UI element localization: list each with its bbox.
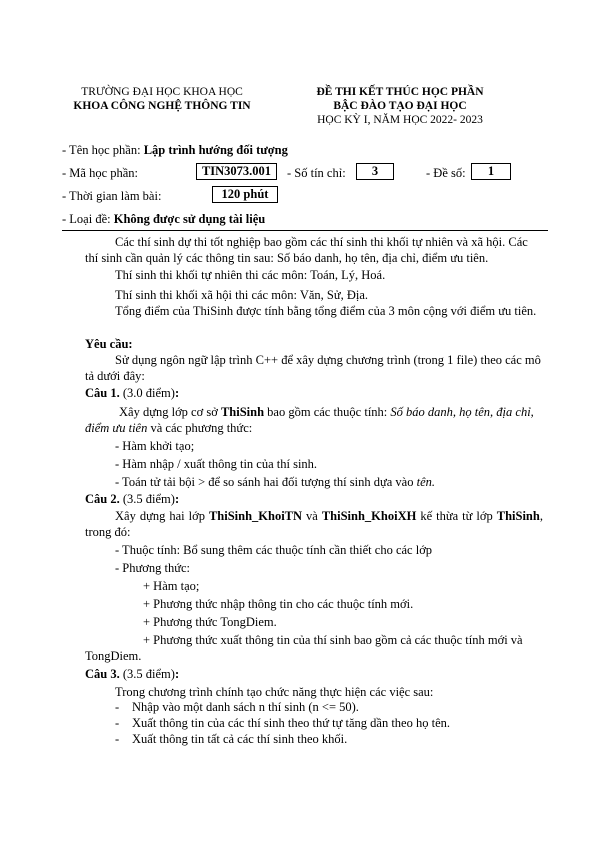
faculty-name: KHOA CÔNG NGHỆ THÔNG TIN <box>73 100 251 112</box>
q2-class-1: ThiSinh_KhoiTN <box>208 509 303 523</box>
q2-class-2: ThiSinh_KhoiXH <box>321 509 417 523</box>
exam-type-label: - Loại đề: <box>62 212 114 226</box>
q2-and: và <box>302 509 322 523</box>
q2-sub-1: + Hàm tạo; <box>143 579 200 593</box>
exam-number-label: - Đề số: <box>426 166 466 180</box>
q2-item-2: - Phương thức: <box>115 561 191 575</box>
q1-class-name: ThiSinh <box>220 405 265 419</box>
question-2-points: (3.5 điểm) <box>119 492 175 506</box>
exam-header <box>290 85 510 127</box>
exam-title: ĐỀ THI KẾT THÚC HỌC PHẦN <box>316 86 484 98</box>
exam-number-box: 1 <box>471 163 511 180</box>
question-3-heading <box>85 666 543 682</box>
q1-text-c: và các phương thức: <box>147 421 253 435</box>
q3-intro: Trong chương trình chính tạo chức năng thực hiện các việc sau: <box>115 685 434 699</box>
question-3-colon: : <box>174 667 180 681</box>
question-3-points: (3.5 điểm) <box>119 667 175 681</box>
q2-sub-4: + Phương thức xuất thông tin của thí sinh bao gồm cả các thuộc tính mới và TongDiem. <box>85 633 523 663</box>
requirements-text: Sử dụng ngôn ngữ lập trình C++ để xây dựng chương trình (trong 1 file) theo các mô tả dưới đây: <box>85 353 541 383</box>
q1-item-3-text: - Toán tử tải bội > để so sánh hai đối tượng thí sinh dựa vào <box>115 475 417 489</box>
q3-bullet-3: - <box>115 732 120 746</box>
q3-item-3: Xuất thông tin tất cả các thí sinh theo khối. <box>132 732 348 746</box>
question-1-heading <box>85 385 543 401</box>
academic-term: HỌC KỲ I, NĂM HỌC 2022- 2023 <box>317 114 483 126</box>
duration-box: 120 phút <box>212 186 278 203</box>
question-2-description <box>85 508 543 540</box>
q3-bullet-1: - <box>115 700 120 714</box>
q1-text-a: Xây dựng lớp cơ sở <box>119 405 221 419</box>
course-code-box: TIN3073.001 <box>196 163 277 180</box>
q3-item-2: Xuất thông tin của các thí sinh theo thứ tự tăng dần theo họ tên. <box>132 716 450 730</box>
credits-label: - Số tín chỉ: <box>287 166 346 180</box>
question-2-heading <box>85 491 543 507</box>
q2-text-a: Xây dựng hai lớp <box>115 509 209 523</box>
intro-paragraph-4: Tổng điểm của ThiSinh được tính bằng tổng điểm của 3 môn cộng với điểm ưu tiên. <box>115 304 537 318</box>
q2-base-class: ThiSinh <box>496 509 540 523</box>
q2-text-c: , trong đó: <box>85 509 543 539</box>
question-1-label: Câu 1. <box>85 386 120 400</box>
q1-item-3 <box>115 474 573 490</box>
q2-sub-2: + Phương thức nhập thông tin cho các thuộc tính mới. <box>143 597 414 611</box>
q3-item-1: Nhập vào một danh sách n thí sinh (n <= 50). <box>132 700 359 714</box>
q1-item-1: - Hàm khởi tạo; <box>115 439 195 453</box>
q1-item-2: - Hàm nhập / xuất thông tin của thí sinh. <box>115 457 318 471</box>
exam-type-line <box>62 212 265 227</box>
q2-item-1: - Thuộc tính: Bổ sung thêm các thuộc tính cần thiết cho các lớp <box>115 543 433 557</box>
course-line <box>62 143 288 158</box>
university-name: TRƯỜNG ĐẠI HỌC KHOA HỌC <box>81 86 243 98</box>
question-3-label: Câu 3. <box>85 667 120 681</box>
requirements-title: Yêu cầu: <box>85 337 133 351</box>
q2-sub-3: + Phương thức TongDiem. <box>143 615 277 629</box>
q1-attributes: Số báo danh, họ tên, địa chỉ, điểm ưu tiên <box>85 405 534 435</box>
question-1-colon: : <box>174 386 180 400</box>
course-name: Lập trình hướng đối tượng <box>143 143 288 157</box>
credits-box: 3 <box>356 163 394 180</box>
q1-text-b: bao gồm các thuộc tính: <box>264 405 391 419</box>
education-level: BẬC ĐÀO TẠO ĐẠI HỌC <box>333 100 467 112</box>
question-2-colon: : <box>174 492 180 506</box>
exam-type-value: Không được sử dụng tài liệu <box>113 212 266 226</box>
course-label: - Tên học phần: <box>62 143 144 157</box>
intro-paragraph-2: Thí sinh thi khối tự nhiên thi các môn: Toán, Lý, Hoá. <box>115 268 386 282</box>
q2-text-b: kế thừa từ lớp <box>416 509 497 523</box>
intro-paragraph-1: Các thí sinh dự thi tốt nghiệp bao gồm các thí sinh thi khối tự nhiên và xã hội. Các thí sinh cần quản lý các thông tin sau: Số báo danh, họ tên, địa chỉ, điểm ưu tiên. <box>85 235 528 265</box>
question-1-points: (3.0 điểm) <box>119 386 175 400</box>
q3-bullet-2: - <box>115 716 120 730</box>
duration-label: - Thời gian làm bài: <box>62 189 162 203</box>
intro-paragraph-3: Thí sinh thi khối xã hội thi các môn: Văn, Sử, Địa. <box>115 288 369 302</box>
q1-item-3-ital: tên. <box>416 475 435 489</box>
question-1-description <box>85 404 543 436</box>
divider <box>62 230 548 231</box>
question-2-label: Câu 2. <box>85 492 120 506</box>
course-code-label: - Mã học phần: <box>62 166 139 180</box>
institution-header <box>62 85 262 113</box>
